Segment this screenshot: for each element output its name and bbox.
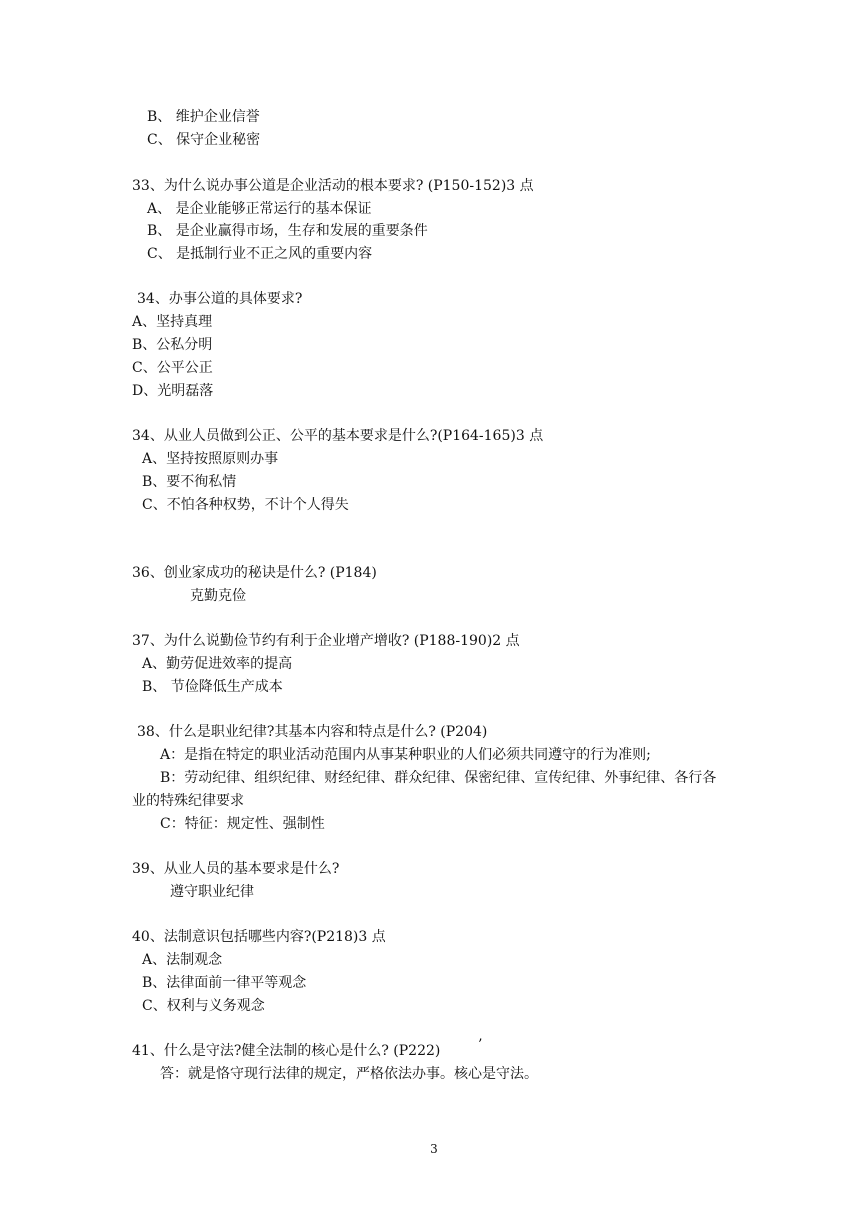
- q40-option-b: B、法律面前一律平等观念: [142, 975, 307, 991]
- q34a-option-c: C、公平公正: [132, 360, 213, 376]
- page-number: 3: [430, 1142, 438, 1156]
- q38-item-b-continued: 业的特殊纪律要求: [132, 793, 244, 809]
- q34b-title: 34、从业人员做到公正、公平的基本要求是什么?(P164-165)3 点: [132, 428, 544, 444]
- q34a-option-d: D、光明磊落: [132, 383, 214, 399]
- q36-title: 36、创业家成功的秘诀是什么? (P184): [132, 565, 377, 581]
- q33-option-c: C、 是抵制行业不正之风的重要内容: [147, 246, 373, 262]
- q37-title: 37、为什么说勤俭节约有利于企业增产增收? (P188-190)2 点: [132, 633, 520, 649]
- q37-option-a: A、勤劳促进效率的提高: [142, 656, 293, 672]
- q40-option-c: C、权利与义务观念: [142, 998, 265, 1014]
- q41-title: 41、什么是守法?健全法制的核心是什么? (P222): [132, 1043, 441, 1059]
- q39-title: 39、从业人员的基本要求是什么?: [132, 861, 340, 877]
- q34a-option-b: B、公私分明: [132, 337, 213, 353]
- q34a-option-a: A、坚持真理: [132, 314, 213, 330]
- q38-item-b: B：劳动纪律、组织纪律、财经纪律、群众纪律、保密纪律、宣传纪律、外事纪律、各行各: [160, 770, 717, 786]
- q37-option-b: B、 节俭降低生产成本: [142, 679, 283, 695]
- q34a-title: 34、办事公道的具体要求?: [137, 291, 303, 307]
- q34b-option-b: B、要不徇私情: [142, 474, 237, 490]
- q36-answer: 克勤克俭: [190, 588, 246, 604]
- q32-option-c: C、 保守企业秘密: [147, 132, 261, 148]
- q39-answer: 遵守职业纪律: [170, 884, 254, 900]
- q34b-option-c: C、不怕各种权势，不计个人得失: [142, 497, 349, 513]
- q40-title: 40、法制意识包括哪些内容?(P218)3 点: [132, 929, 386, 945]
- q32-option-b: B、 维护企业信誉: [147, 109, 260, 125]
- q41-answer: 答：就是恪守现行法律的规定，严格依法办事。核心是守法。: [160, 1066, 538, 1082]
- q41-stray-mark: ’: [478, 1037, 483, 1053]
- q38-item-a: A：是指在特定的职业活动范围内从事某种职业的人们必须共同遵守的行为准则;: [160, 747, 651, 763]
- q33-title: 33、为什么说办事公道是企业活动的根本要求? (P150-152)3 点: [132, 178, 534, 194]
- q33-option-b: B、 是企业赢得市场，生存和发展的重要条件: [147, 223, 428, 239]
- q34b-option-a: A、坚持按照原则办事: [142, 451, 279, 467]
- q38-item-c: C：特征：规定性、强制性: [160, 816, 325, 832]
- q33-option-a: A、 是企业能够正常运行的基本保证: [147, 201, 372, 217]
- q38-title: 38、什么是职业纪律?其基本内容和特点是什么? (P204): [137, 724, 488, 740]
- q40-option-a: A、法制观念: [142, 952, 223, 968]
